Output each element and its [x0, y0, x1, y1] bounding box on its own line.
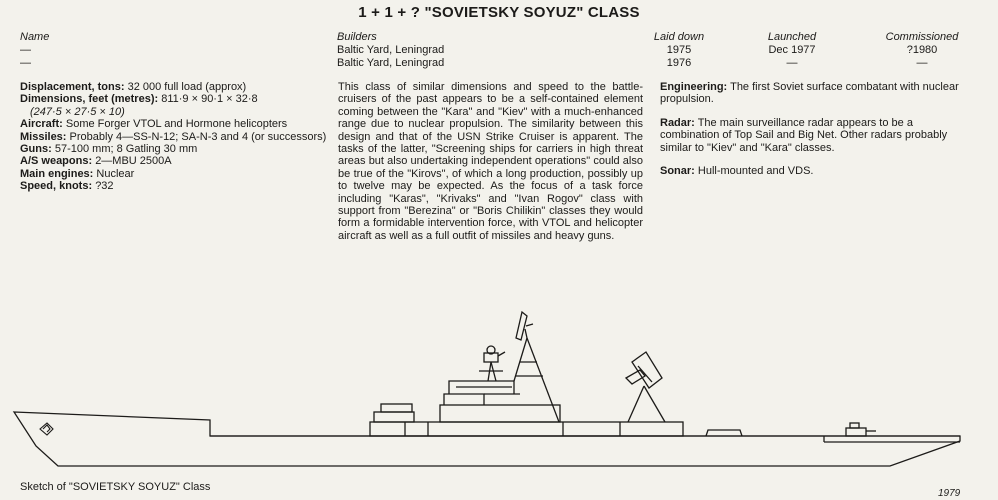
page-number: 1979 [938, 488, 961, 499]
class-description: This class of similar dimensions and speed to the battle-cruisers of the past appears to be a self-contained element coming between the "Kara" and "Kiev" with a much-enhanced range due to nuclear propulsion. The similarity between this design and that of the USN Strike Cruiser is apparent. The tasks of the latter, "Screening ships for carriers in high threat areas but also undertaking independent operations" could also be true of the "Kirovs", of which a long production, possibly up to twelve may be expected. As the focus of a task force including "Karas", "Krivaks" and "Ivan Rogov" class with support from "Berezina" or "Boris Chilikin" classes they would form a formidable intervention force, with VTOL and helicopter aircraft as well as a full outfit of missiles and heavy guns. [338, 81, 643, 242]
header-commissioned: Commissioned [885, 31, 959, 43]
specifications [20, 81, 330, 193]
director-icon [479, 346, 505, 381]
row1-launched: Dec 1977 [768, 44, 816, 56]
row1-name: — [20, 44, 31, 56]
hull [14, 412, 960, 466]
bow-emblem-icon [40, 423, 53, 435]
row2-name: — [20, 57, 31, 69]
spec-aircraft: Aircraft: Some Forger VTOL and Hormone helicopters [20, 118, 288, 131]
header-name: Name [20, 31, 50, 43]
row2-laid-down: 1976 [666, 57, 692, 69]
note-engineering: Engineering: The first Soviet surface combatant with nuclear propulsion. [660, 81, 959, 106]
header-launched: Launched [767, 31, 817, 43]
ship-sketch [0, 300, 998, 475]
figure-caption: Sketch of "SOVIETSKY SOYUZ" Class [20, 481, 211, 493]
spec-as-weapons: A/S weapons: 2—MBU 2500A [20, 155, 172, 168]
bridge-block [440, 405, 560, 422]
row2-commissioned: — [916, 57, 928, 69]
row1-commissioned: ?1980 [906, 44, 938, 56]
superstructure-base [370, 422, 683, 436]
spec-guns: Guns: 57-100 mm; 8 Gatling 30 mm [20, 143, 198, 156]
note-sonar: Sonar: Hull-mounted and VDS. [660, 165, 814, 178]
forward-deckhouse [374, 412, 414, 422]
spec-dimensions: Dimensions, feet (metres): 811·9 × 90·1 × 32·8 [20, 93, 258, 106]
after-mast-icon [626, 352, 665, 422]
spec-dimensions-metric: (247·5 × 27·5 × 10) [30, 105, 125, 118]
spec-main-engines: Main engines: Nuclear [20, 167, 135, 180]
header-laid-down: Laid down [653, 31, 705, 43]
spec-missiles: Missiles: Probably 4—SS-N-12; SA-N-3 and 4 (or successors) [20, 130, 327, 143]
header-builders: Builders [337, 31, 377, 43]
spec-displacement: Displacement, tons: 32 000 full load (approx) [20, 81, 247, 93]
row1-laid-down: 1975 [666, 44, 692, 56]
row2-builders: Baltic Yard, Leningrad [337, 57, 445, 69]
spec-speed: Speed, knots: ?32 [20, 180, 114, 193]
aft-launcher [706, 430, 742, 436]
row2-launched: — [786, 57, 798, 69]
note-radar: Radar: The main surveillance radar appears to be a combination of Top Sail and Big Net. Other radars probably similar to "Kiev" and "Kara" classes. [660, 116, 948, 154]
technical-notes [660, 81, 970, 188]
row1-builders: Baltic Yard, Leningrad [337, 44, 445, 56]
page-title: 1 + 1 + ? "SOVIETSKY SOYUZ" CLASS [358, 4, 640, 21]
stern-turret [846, 428, 866, 436]
